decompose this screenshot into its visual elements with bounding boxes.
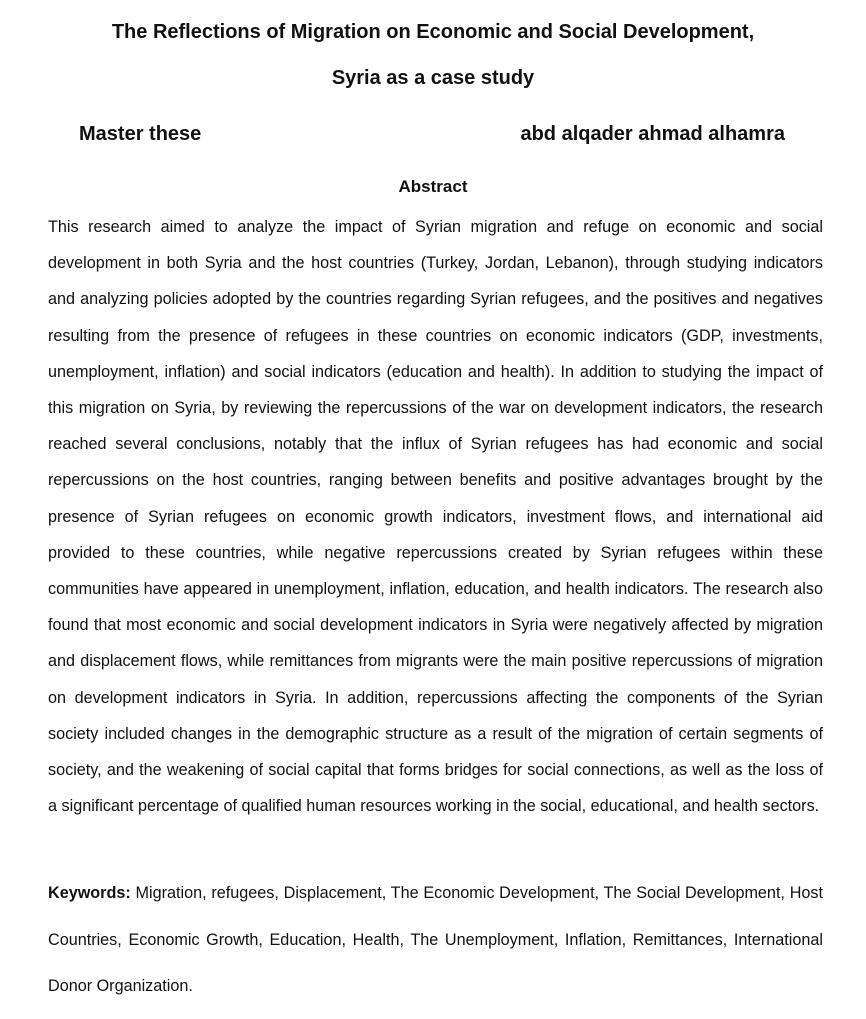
abstract-paragraph: This research aimed to analyze the impact of Syrian migration and refuge on economic and social development in both Syria and the host countries (Turkey, Jordan, Lebanon), through studying indicators and analyzing policies adopted by the countries regarding Syrian refugees, and the positives and negatives resulting from the presence of refugees in these countries on economic indicators (GDP, investments, unemployment, inflation) and social indicators (education and health). In addition to studying the impact of this migration on Syria, by reviewing the repercussions of the war on development indicators, the research reached several conclusions, notably that the influx of Syrian refugees has had economic and social repercussions on the host countries, ranging between benefits and positive advantages brought by the presence of Syrian refugees on economic growth indicators, investment flows, and international aid provided to these countries, while negative repercussions created by Syrian refugees within these communities have appeared in unemployment, inflation, education, and health indicators. The research also found that most economic and social development indicators in Syria were negatively affected by migration and displacement flows, while remittances from migrants were the main positive repercussions of migration on development indicators in Syria. In addition, repercussions affecting the components of the Syrian society included changes in the demographic structure as a result of the migration of certain segments of society, and the weakening of social capital that forms bridges for social connections, as well as the loss of a significant percentage of qualified human resources working in the social, educational, and health sectors. — [48, 218, 823, 816]
degree-label: Master these — [79, 123, 202, 145]
keywords-label: Keywords: — [48, 884, 131, 902]
keywords-list: Migration, refugees, Displacement, The Economic Development, The Social Development, Host Countries, Economic Growth, Education, Health, The Unemployment, Inflation, Remittances, International Donor Organization. — [48, 884, 823, 995]
author-name: abd alqader ahmad alhamra — [520, 123, 785, 145]
abstract-heading: Abstract — [398, 177, 468, 196]
title-line-1: The Reflections of Migration on Economic and Social Development, — [111, 21, 755, 43]
keywords-paragraph — [48, 870, 823, 1010]
title-line-2: Syria as a case study — [331, 67, 535, 89]
